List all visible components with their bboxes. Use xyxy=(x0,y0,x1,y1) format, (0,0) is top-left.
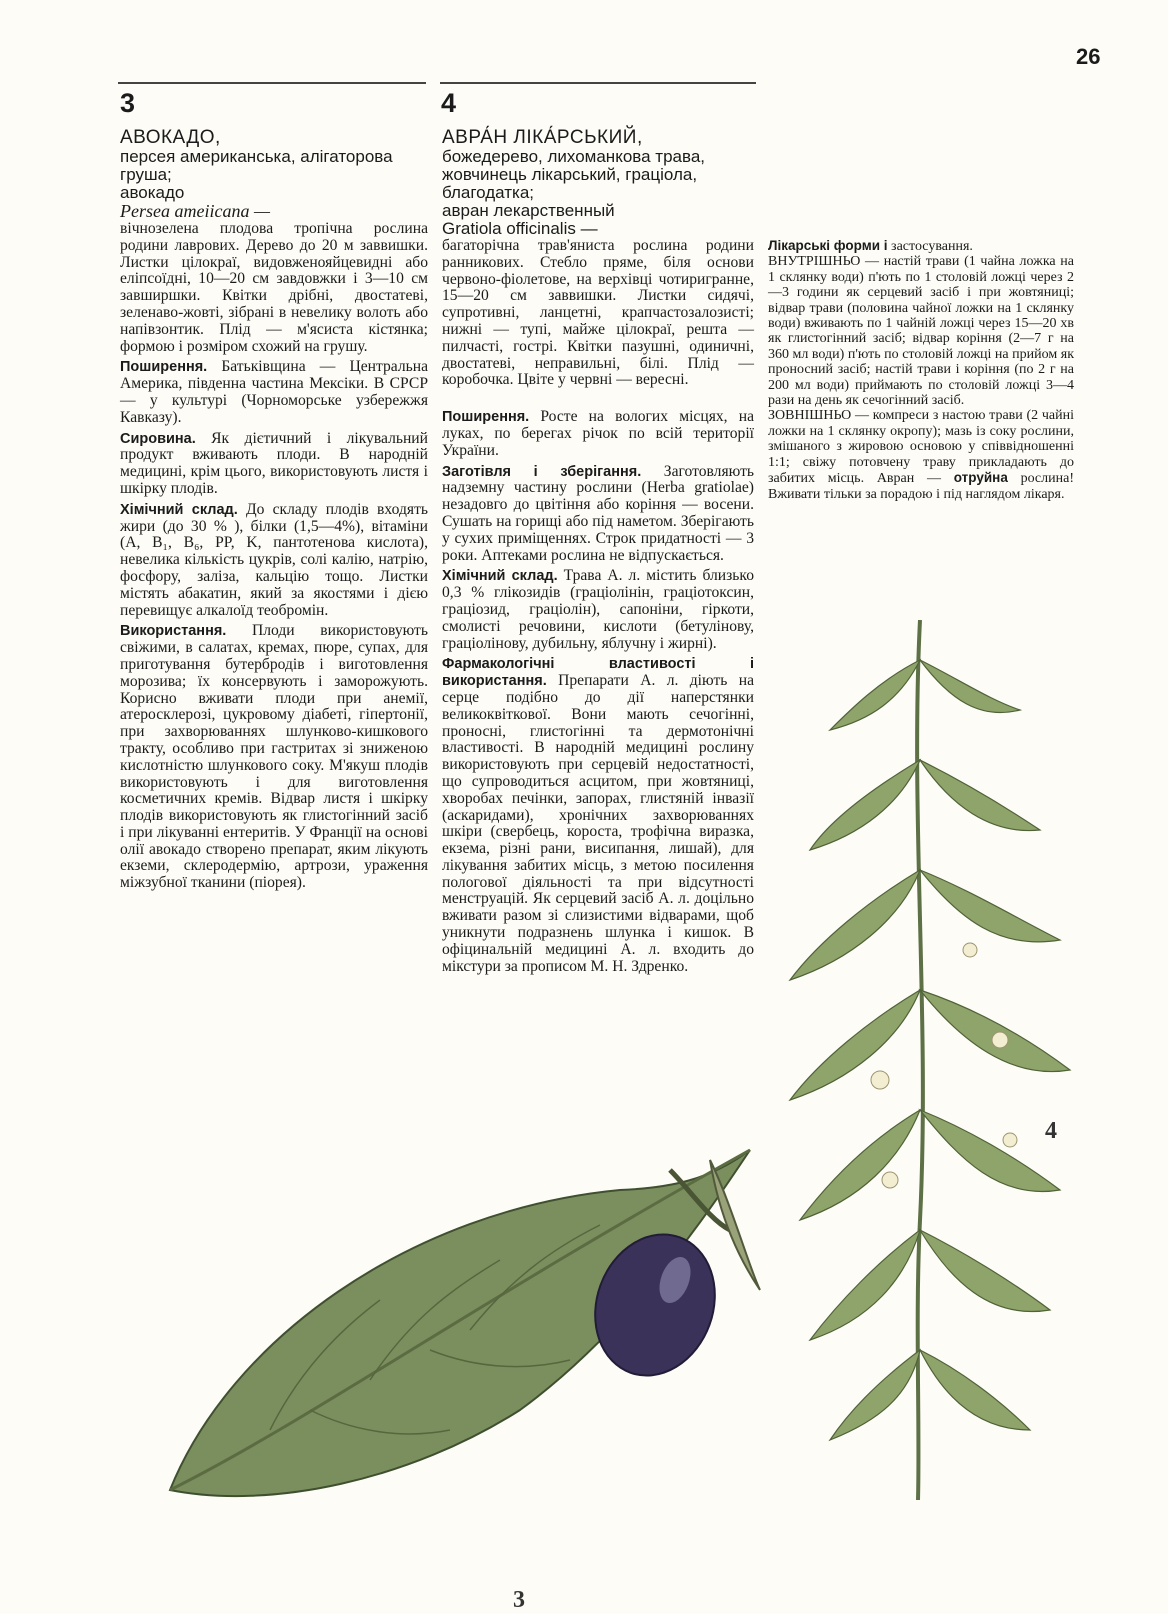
text: Батьківщина — Центральна Америка, південна частина Мексіки. В СРСР — у культурі (Чорноморське узбережжя Кавказу). xyxy=(120,358,428,426)
avocado-use xyxy=(120,623,428,892)
heading: Хімічний склад. xyxy=(120,501,238,518)
text: Трава А. л. містить близько 0,3 % глікозидів (граціолінін, граціотоксин, граціозид, граціолін), сапоніни, гіркоти, смолисті речовини, кислоти (бетулінову, граціолінову, дубильну, яблучну і жирні). xyxy=(442,567,755,652)
avocado-latin: Persea ameiicana — xyxy=(120,201,270,221)
avran-illustration xyxy=(770,620,1090,1500)
text: застосування. xyxy=(887,239,973,254)
avran-chem xyxy=(442,568,754,652)
avran-harvest xyxy=(442,464,754,565)
heading: Поширення. xyxy=(120,359,208,376)
heading: Використання. xyxy=(120,623,227,640)
text: рослина! Вживати тільки за порадою і під наглядом лікаря. xyxy=(768,471,1074,502)
avocado-spread xyxy=(120,359,428,426)
avran-latin: Gratiola officinalis — xyxy=(442,219,598,238)
heading: Сировина. xyxy=(120,430,196,447)
figure-label-3: 3 xyxy=(513,1587,525,1613)
avocado-description: вічнозелена плодова тропічна рослина родини лаврових. Дерево до 20 м заввишки. Листки цілокраї, видовженояйцевидні або еліпсоїдні, 10—20 см завдовжки і 3—10 см завширшки. Квітки дрібні, двостатеві, зеленаво-жовті, зібрані в невелику волоть або напівзонтик. Плід — м'ясиста кістянка; формою і розміром схожий на грушу. xyxy=(120,220,428,355)
avocado-illustration xyxy=(150,1130,790,1530)
heading: Поширення. xyxy=(442,409,530,426)
text: ЗОВНІШНЬО — компреси з настою трави (2 чайні ложки на 1 склянку окропу); мазь із соку рослини, змішаного з жировою основою у співвідношенні 1:1; свіжу потовчену траву прикладають до забитих місць. Авран — xyxy=(768,408,1074,487)
avocado-raw xyxy=(120,431,428,498)
page-number: 26 xyxy=(1076,44,1101,69)
avran-pharm xyxy=(442,656,754,975)
section-number-3: 3 xyxy=(120,88,136,118)
text: Росте на вологих місцях, на луках, по берегах річок по всій території України. xyxy=(442,408,754,459)
avran-article xyxy=(442,128,754,975)
section-number-4: 4 xyxy=(441,88,457,118)
avocado-russian-name: авокадо xyxy=(120,183,185,202)
avran-russian-name: авран лекарственный xyxy=(442,201,615,220)
text: Як дієтичний і лікувальний продукт вживають плоди. В народній медицині, крім цього, використовують листя і шкірку плодів. xyxy=(120,429,428,497)
text: Плоди використовують свіжими, в салатах, кремах, пюре, супах, для приготування бутербродів і виготовлення морозива; їх консервують і заморожують. Корисно вживати плоди при анемії, атеросклерозі, цукровому діабеті, гіпертонії, при захворюваннях шлунково-кишкового тракту, особливо при гастритах зі зниженою кислотністю шлункового соку. М'якуш плодів використовують і для виготовлення косметичних кремів. Відвар листя і шкірку плодів використовують як глистогінний засіб і при лікуванні ентеритів. У Франції на основі олії авокадо створено препарат, яким лікують екземи, склеродермію, артрози, ураження міжзубної тканини (піорея). xyxy=(120,622,428,892)
forms-internal: ВНУТРІШНЬО — настій трави (1 чайна ложка на 1 склянку води) п'ють по 1 столовій ложці через 2—3 години як серцевий засіб і при жовтяниці; відвар трави (половина чайної ложки на 1 склянку води) вживають по 1 чайній ложці через 15—20 хв як глистогінний засіб; відвар коріння (2—7 г на 360 мл води) п'ють по столовій ложці на прийом як проносний засіб; настій трави і коріння (по 2 г на 200 мл води) приймають по столовій ложці 3—4 рази на день як сечогінний засіб. xyxy=(768,254,1074,409)
section-rule-4 xyxy=(440,82,756,84)
avocado-chem xyxy=(120,502,428,620)
poison-word: отруйна xyxy=(953,470,1008,486)
text: Заготовляють надземну частину рослини (Herba gratiolae) незадовго до цвітіння або коріння — восени. Сушать на горищі або під наметом. Зберігають у сухих приміщеннях. Строк придатності — 3 роки. Аптеками рослина не відпускається. xyxy=(442,462,755,564)
heading: Лікарські форми і xyxy=(768,238,888,253)
avocado-names: персея американська, алігаторова груша; xyxy=(120,147,393,184)
avran-names: божедерево, лихоманкова трава, жовчинець лікарський, граціола, благодатка; xyxy=(442,147,706,202)
avran-forms xyxy=(768,238,1074,502)
forms-external xyxy=(768,408,1074,501)
heading: Хімічний склад. xyxy=(442,568,558,585)
text: До складу плодів входять жири (до 30 % ), білки (1,5—4%), вітаміни (А, B₁, B₆, PP, K, пантотенова кислота), невелика кількість цукрів, солі калію, натрію, фосфору, заліза, кальцію тощо. Листки містять абакатин, який за якостями і дією перевищує алкалоїд теобромін. xyxy=(120,500,428,619)
avran-description: багаторічна трав'яниста рослина родини ранникових. Стебло пряме, біля основи червоно-фіолетове, на верхівці чотиригранне, 15—20 см заввишки. Листки сидячі, супротивні, ланцетні, крапчастозалозисті; нижні — тупі, майже цілокраї, решта — пилчасті, гострі. Квітки пазушні, одиничні, двостатеві, неправильні, білі. Плід — коробочка. Цвіте у червні — вересні. xyxy=(442,237,754,389)
text: Препарати А. л. діють на серце подібно до дії наперстянки великоквіткової. Вони мають сечогінні, проносні, глистогінні та дермотонічні властивості. В народній медицині рослину використовують при серцевій недостатності, що супроводиться асцитом, при жовтяниці, хворобах печінки, запорах, глистяній інвазії (аскаридами), хронічних захворюваннях шкіри (свербець, короста, трофічна виразка, екзема, різні рани, висипання, лишай), для лікування забитих місць, з метою посилення пологової діяльності та при відсутності менструацій. Як серцевий засіб А. л. доцільно вживати разом зі слизистими відварами, щоб уникнути подразнень шлунка і кишок. В офіцинальній медицині А. л. входить до мікстури за прописом М. Н. Здренко. xyxy=(442,672,754,975)
avran-title: АВРА́Н ЛІКА́РСЬКИЙ, xyxy=(442,127,643,148)
heading: Заготівля і зберігання. xyxy=(442,463,642,480)
heading: Фармакологічні властивості і використання. xyxy=(442,656,754,690)
avran-spread xyxy=(442,409,754,459)
avocado-article xyxy=(120,128,428,892)
avocado-title: АВОКАДО, xyxy=(120,127,221,148)
figure-label-4: 4 xyxy=(1045,1118,1057,1144)
forms-heading xyxy=(768,238,1074,254)
section-rule-3 xyxy=(118,82,426,84)
